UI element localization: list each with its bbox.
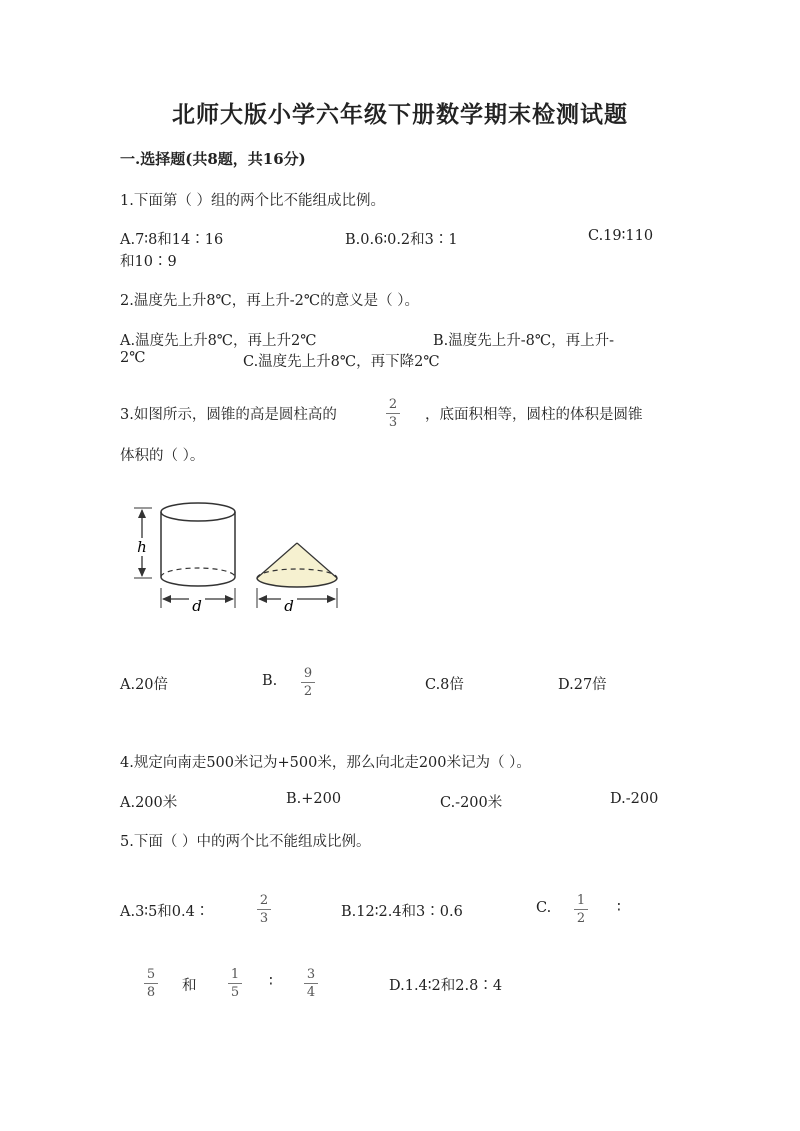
q3-option-d: D.27倍 <box>558 677 607 693</box>
q1-stem: 1.下面第（ ）组的两个比不能组成比例。 <box>120 193 385 209</box>
diameter-label-1: d <box>192 597 202 615</box>
q5-a-num: 2 <box>259 893 269 908</box>
q5-c3-fraction <box>222 967 248 1000</box>
q4-stem: 4.规定向南走500米记为+500米，那么向北走200米记为（ ）。 <box>120 755 531 771</box>
q5-c2-den: 8 <box>146 985 156 1000</box>
q5-option-a: A.3∶5和0.4∶ <box>120 904 210 920</box>
q1-option-a: A.7∶8和14∶16 <box>120 232 224 248</box>
fraction-bar <box>228 983 242 984</box>
q3-option-c: C.8倍 <box>425 677 464 693</box>
d1-arrow-head-right <box>225 595 234 603</box>
q5-option-c: C. <box>536 900 552 916</box>
page-title: 北师大版小学六年级下册数学期末检测试题 <box>172 101 628 128</box>
q2-option-c: C.温度先上升8℃，再下降2℃ <box>243 354 440 370</box>
cylinder-bottom-back <box>161 568 235 577</box>
q3-b-den: 2 <box>303 684 313 699</box>
fraction-bar <box>257 909 271 910</box>
q5-c4-fraction <box>298 967 324 1000</box>
q5-c-fraction <box>568 893 594 926</box>
cylinder-top-ellipse <box>161 503 235 521</box>
q3-option-a: A.20倍 <box>120 677 169 693</box>
cylinder-cone-figure <box>120 490 350 620</box>
q4-option-a: A.200米 <box>120 795 178 811</box>
q3-frac-num: 2 <box>388 397 398 412</box>
q3-fraction <box>380 397 406 430</box>
q3-option-b-fraction <box>295 666 321 699</box>
q5-he: 和 <box>182 978 197 994</box>
q1-option-b: B.0.6∶0.2和3∶1 <box>345 232 458 248</box>
fraction-bar <box>304 983 318 984</box>
height-label: h <box>137 538 147 556</box>
q3-stem-c: 体积的（ ）。 <box>120 448 205 464</box>
cylinder-bottom-front <box>161 577 235 586</box>
diameter-label-2: d <box>284 597 294 615</box>
d2-arrow-head-right <box>327 595 336 603</box>
q5-c-colon: ∶ <box>617 900 621 916</box>
q5-c3-den: 5 <box>230 985 240 1000</box>
section-heading: 一.选择题(共8题，共16分) <box>120 150 306 168</box>
q2-option-b-cont: 2℃ <box>120 350 146 366</box>
height-arrow-head-up <box>138 509 146 518</box>
fraction-bar <box>301 682 315 683</box>
height-arrow-head-down <box>138 568 146 577</box>
q4-option-d: D.-200 <box>610 791 659 807</box>
q5-c4-num: 3 <box>306 967 316 982</box>
q2-option-b: B.温度先上升-8℃，再上升- <box>433 333 615 349</box>
q5-c4-den: 4 <box>306 985 316 1000</box>
d1-arrow-head-left <box>162 595 171 603</box>
q3-b-num: 9 <box>303 666 313 681</box>
q2-option-a: A.温度先上升8℃，再上升2℃ <box>120 333 317 349</box>
q3-stem-b: ，底面积相等，圆柱的体积是圆锥 <box>425 407 643 423</box>
q5-option-b: B.12∶2.4和3∶0.6 <box>341 904 463 920</box>
q3-stem-a: 3.如图所示，圆锥的高是圆柱高的 <box>120 407 337 423</box>
fraction-bar <box>144 983 158 984</box>
q1-option-c: C.19∶110 <box>588 228 654 244</box>
q5-stem: 5.下面（ ）中的两个比不能组成比例。 <box>120 834 371 850</box>
q4-option-c: C.-200米 <box>440 795 503 811</box>
cone-fill <box>257 543 337 587</box>
d2-arrow-head-left <box>258 595 267 603</box>
q5-c-den: 2 <box>576 911 586 926</box>
q1-option-c-cont: 和10∶9 <box>120 254 177 270</box>
fraction-bar <box>574 909 588 910</box>
q5-option-d: D.1.4∶2和2.8∶4 <box>389 978 503 994</box>
q5-c2-num: 5 <box>146 967 156 982</box>
q4-option-b: B.+200 <box>286 791 342 807</box>
q5-a-fraction <box>251 893 277 926</box>
q5-c-num: 1 <box>576 893 586 908</box>
q5-c2-fraction <box>138 967 164 1000</box>
q5-c-colon-2: ∶ <box>269 974 273 990</box>
q5-a-den: 3 <box>259 911 269 926</box>
fraction-bar <box>386 413 400 414</box>
q3-option-b: B. <box>262 673 278 689</box>
q5-c3-num: 1 <box>230 967 240 982</box>
q2-stem: 2.温度先上升8℃，再上升-2℃的意义是（ ）。 <box>120 293 419 309</box>
q3-frac-den: 3 <box>388 415 398 430</box>
